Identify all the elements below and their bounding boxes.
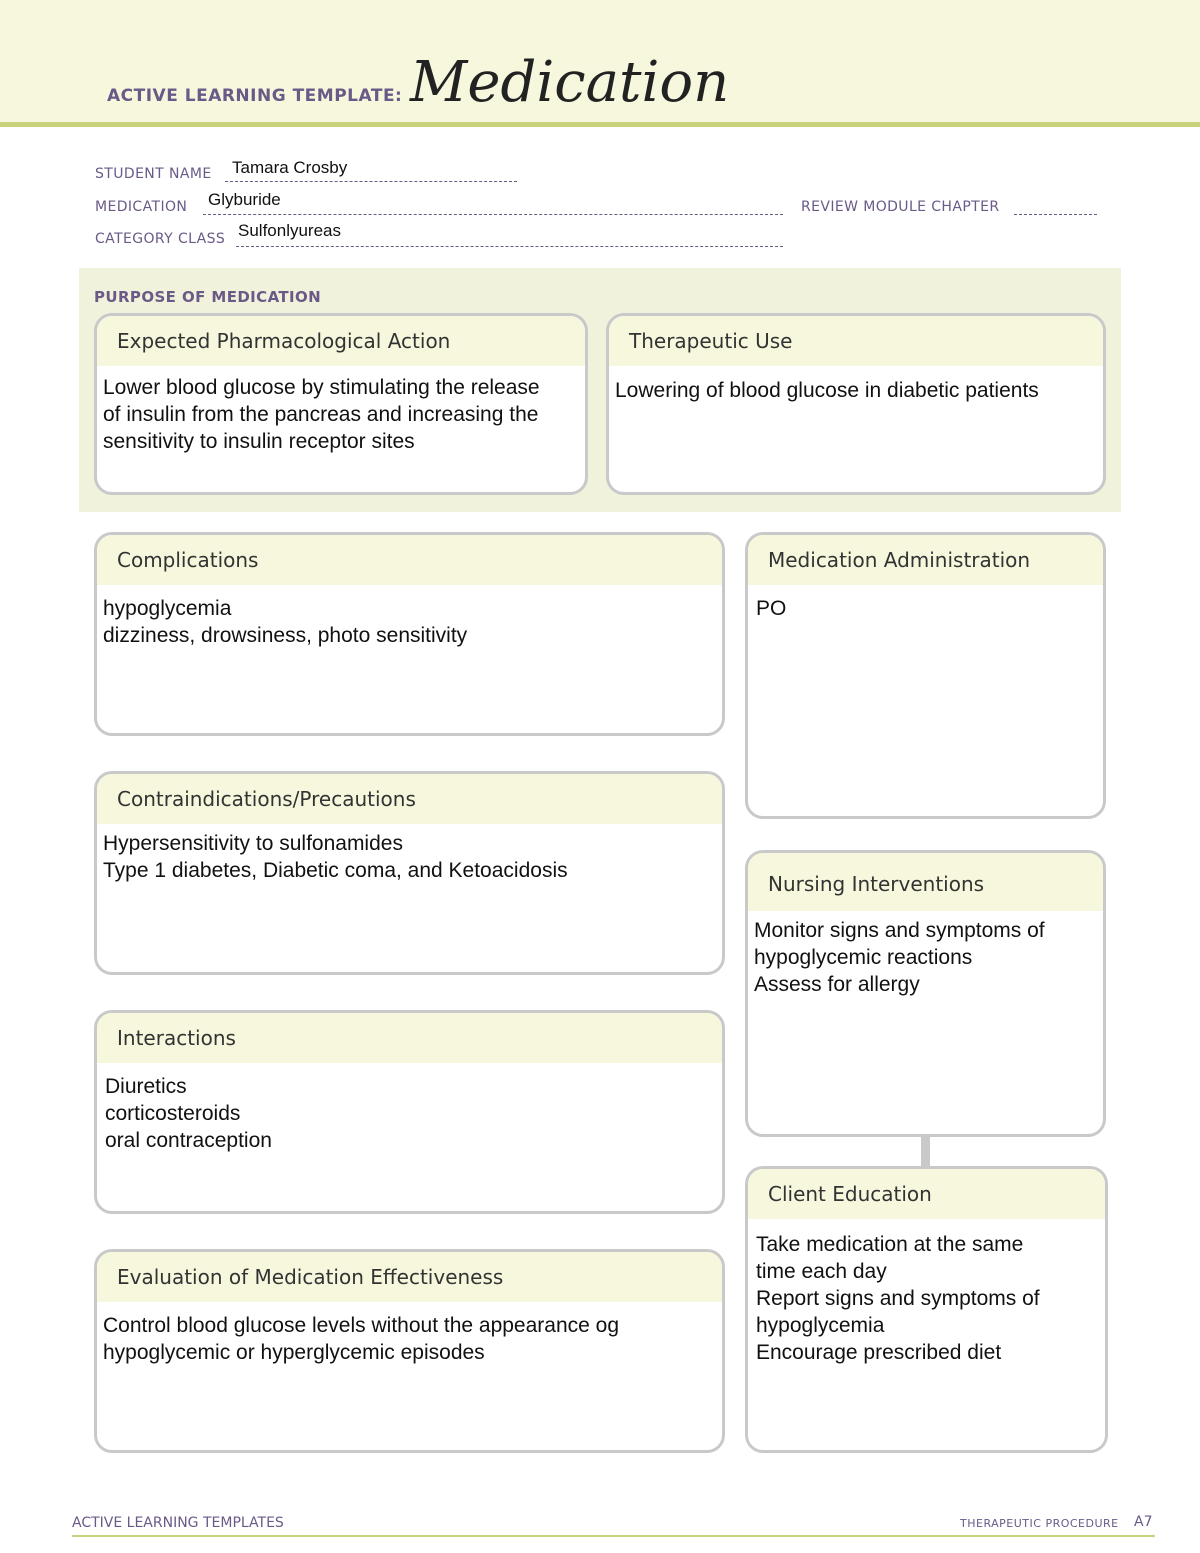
complications-title: Complications xyxy=(97,535,722,585)
student-name-line xyxy=(225,181,517,182)
medication-administration-title: Medication Administration xyxy=(748,535,1103,585)
page-title: Medication xyxy=(410,50,730,115)
page-header xyxy=(0,0,1200,127)
therapeutic-use-text[interactable]: Lowering of blood glucose in diabetic patients xyxy=(615,379,1039,402)
expected-action-title: Expected Pharmacological Action xyxy=(97,316,585,366)
evaluation-box xyxy=(94,1249,725,1453)
nursing-interventions-text[interactable]: Monitor signs and symptoms of hypoglycemic reactions Assess for allergy xyxy=(754,919,1045,996)
footer-left-text: ACTIVE LEARNING TEMPLATES xyxy=(72,1515,284,1531)
contraindications-title: Contraindications/Precautions xyxy=(97,774,722,824)
expected-action-text[interactable]: Lower blood glucose by stimulating the release of insulin from the pancreas and increasing the sensitivity to insulin receptor sites xyxy=(103,376,540,453)
interactions-box xyxy=(94,1010,725,1214)
medication-administration-box xyxy=(745,532,1106,819)
therapeutic-use-box xyxy=(606,313,1106,495)
interactions-text[interactable]: Diuretics corticosteroids oral contraception xyxy=(105,1075,272,1152)
student-name-label: STUDENT NAME xyxy=(95,166,212,182)
evaluation-text[interactable]: Control blood glucose levels without the appearance og hypoglycemic or hyperglycemic episodes xyxy=(103,1314,620,1364)
box-connector xyxy=(921,1136,930,1166)
contraindications-text[interactable]: Hypersensitivity to sulfonamides Type 1 diabetes, Diabetic coma, and Ketoacidosis xyxy=(103,832,568,882)
footer-right-text: THERAPEUTIC PROCEDURE xyxy=(960,1517,1119,1530)
client-education-text[interactable]: Take medication at the same time each day Report signs and symptoms of hypoglycemia Encourage prescribed diet xyxy=(756,1233,1040,1364)
client-education-box xyxy=(745,1166,1108,1453)
complications-text[interactable]: hypoglycemia dizziness, drowsiness, photo sensitivity xyxy=(103,597,468,647)
template-label: ACTIVE LEARNING TEMPLATE: xyxy=(107,86,403,106)
interactions-title: Interactions xyxy=(97,1013,722,1063)
category-class-field[interactable]: Sulfonlyureas xyxy=(238,221,342,240)
review-module-label: REVIEW MODULE CHAPTER xyxy=(801,199,1000,215)
medication-field[interactable]: Glyburide xyxy=(208,190,281,209)
complications-box xyxy=(94,532,725,736)
review-module-field[interactable] xyxy=(1014,214,1097,215)
medication-line xyxy=(203,214,783,215)
therapeutic-use-title: Therapeutic Use xyxy=(609,316,1103,366)
category-class-label: CATEGORY CLASS xyxy=(95,231,226,247)
medication-label: MEDICATION xyxy=(95,199,188,215)
footer-divider xyxy=(72,1535,1155,1537)
nursing-interventions-box xyxy=(745,850,1106,1137)
contraindications-box xyxy=(94,771,725,975)
nursing-interventions-title: Nursing Interventions xyxy=(748,853,1103,911)
category-class-line xyxy=(236,246,783,247)
evaluation-title: Evaluation of Medication Effectiveness xyxy=(97,1252,722,1302)
medication-administration-text[interactable]: PO xyxy=(756,597,787,620)
page-number: A7 xyxy=(1134,1514,1153,1530)
student-name-field[interactable]: Tamara Crosby xyxy=(232,158,348,177)
purpose-title: PURPOSE OF MEDICATION xyxy=(94,288,322,306)
expected-action-box xyxy=(94,313,588,495)
client-education-title: Client Education xyxy=(748,1169,1105,1219)
